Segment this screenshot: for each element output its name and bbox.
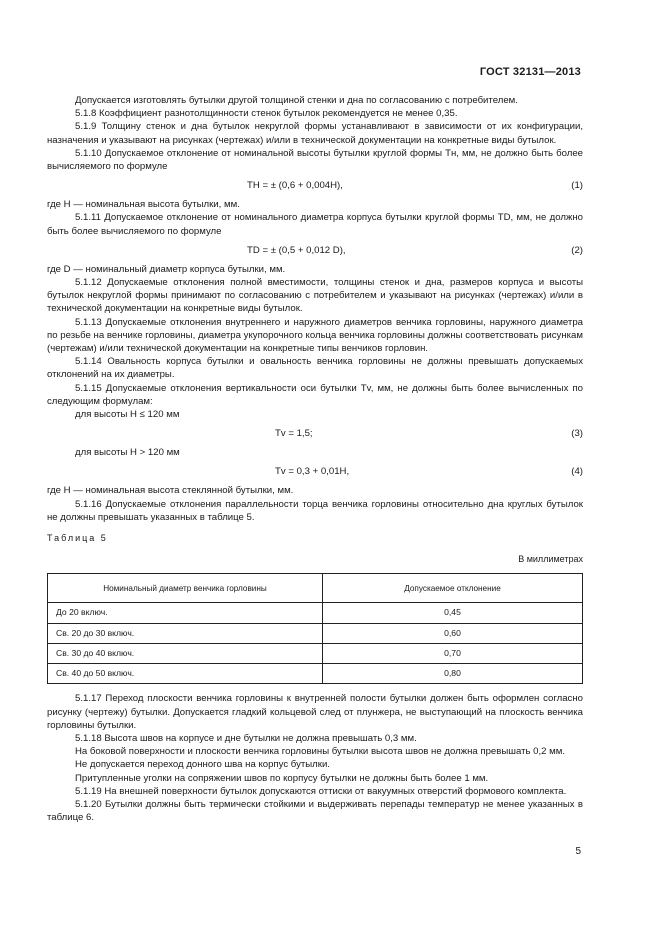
table-5-units: В миллиметрах (518, 554, 583, 565)
paragraph-5-1-18: 5.1.18 Высота швов на корпусе и дне бутылки не должна превышать 0,3 мм. (75, 732, 417, 744)
table-5 (47, 573, 583, 684)
formula-2 (47, 238, 583, 263)
formula-3-number: (3) (571, 428, 583, 440)
table-header-diameter: Номинальный диаметр венчика горловины (48, 574, 323, 603)
formula-1-expression: TH = ± (0,6 + 0,004H), (247, 180, 343, 192)
formula-3-expression: Tv = 1,5; (275, 428, 313, 440)
table-5-caption: Таблица 5 (47, 533, 108, 544)
formula-1-number: (1) (571, 180, 583, 192)
paragraph-corners: Притупленные уголки на сопряжении швов по корпусу бутылки не должны быть более 1 мм. (75, 772, 489, 784)
formula-1 (47, 173, 583, 198)
condition-height-le-120: для высоты H ≤ 120 мм (75, 409, 180, 421)
formula-4-number: (4) (571, 466, 583, 478)
where-clause-2: где D — номинальный диаметр корпуса бутылки, мм. (47, 263, 286, 275)
table-row (48, 623, 583, 643)
where-clause-3: где H — номинальная высота стеклянной бутылки, мм. (47, 485, 294, 497)
formula-2-number: (2) (571, 244, 583, 256)
formula-2-expression: TD = ± (0,5 + 0,012 D), (247, 244, 346, 256)
paragraph-5-1-14: 5.1.14 Овальность корпуса бутылки и овальность венчика горловины не должны превышать допускаемых отклонений на их диаметры. (47, 356, 583, 381)
paragraph-5-1-17: 5.1.17 Переход плоскости венчика горловины к внутренней полости бутылки должен быть оформлен согласно рисунку (чертежу) бутылки. Допускается гладкий кольцевой след от плунжера, не выступающий на плоскость венчика горловины бутылки. (47, 693, 583, 731)
page-number: 5 (575, 846, 581, 857)
page-body (47, 94, 583, 824)
table-cell-tolerance: 0,80 (323, 664, 583, 684)
formula-3 (47, 421, 583, 446)
paragraph-5-1-9: 5.1.9 Толщину стенок и дна бутылок некруглой формы устанавливают в зависимости от их конфигурации, назначения и указывают на рисунках (чертежах) и/или в технической документации на конкретные виды бутылок. (47, 121, 583, 146)
paragraph-5-1-15: 5.1.15 Допускаемые отклонения вертикальности оси бутылки Tv, мм, не должны быть более вычисленных по следующим формулам: (47, 382, 583, 407)
table-cell-tolerance: 0,45 (323, 603, 583, 623)
table-header-row (48, 574, 583, 603)
table-header-tolerance: Допускаемое отклонение (323, 574, 583, 603)
paragraph-5-1-19: 5.1.19 На внешней поверхности бутылок допускаются оттиски от вакуумных отверстий формового комплекта. (75, 785, 567, 797)
table-row (48, 643, 583, 663)
paragraph-5-1-8: 5.1.8 Коэффициент разнотолщинности стенок бутылок рекомендуется не менее 0,35. (75, 108, 458, 120)
paragraph-5-1-20: 5.1.20 Бутылки должны быть термически стойкими и выдерживать перепады температур не менее указанных в таблице 6. (47, 798, 583, 824)
table-cell-diameter: До 20 включ. (48, 603, 323, 623)
paragraph-5-1-16: 5.1.16 Допускаемые отклонения параллельности торца венчика горловины относительно дна круглых бутылок не должны превышать указанных в таблице 5. (47, 498, 583, 523)
table-row (48, 664, 583, 684)
where-clause-1: где H — номинальная высота бутылки, мм. (47, 199, 240, 211)
condition-height-gt-120: для высоты H > 120 мм (75, 447, 180, 459)
paragraph-5-1-12: 5.1.12 Допускаемые отклонения полной вместимости, толщины стенок и дна, размеров корпуса и высоты бутылок некруглой формы принимают по согласованию с потребителем и указывают на рисунках (чертежах) и/или в технической документации на конкретные виды бутылок. (47, 277, 583, 315)
paragraph-5-1-11: 5.1.11 Допускаемое отклонение от номинального диаметра корпуса бутылки круглой формы TD, мм, не должно быть более вычисляемого по формуле (47, 212, 583, 237)
table-row (48, 603, 583, 623)
formula-4 (47, 459, 583, 484)
paragraph-side-seams: На боковой поверхности и плоскости венчика горловины бутылки высота швов не должна превышать 0,2 мм. (75, 746, 565, 758)
table-cell-diameter: Св. 40 до 50 включ. (48, 664, 323, 684)
paragraph-5-1-10: 5.1.10 Допускаемое отклонение от номинальной высоты бутылки круглой формы Tн, мм, не должно быть более вычисляемого по формуле (47, 147, 583, 173)
paragraph-intro: Допускается изготовлять бутылки другой толщиной стенки и дна по согласованию с потребителем. (75, 95, 518, 106)
paragraph-5-1-13: 5.1.13 Допускаемые отклонения внутреннего и наружного диаметров венчика горловины, наружного диаметра по резьбе на венчике горловины, диаметра укупорочного кольца венчика горловины должны соответствовать рисункам (чертежам) и/или технической документации на конкретные типы венчиков горловин. (47, 316, 583, 355)
formula-4-expression: Tv = 0,3 + 0,01H, (275, 466, 350, 478)
paragraph-bottom-seam: Не допускается переход донного шва на корпус бутылки. (75, 759, 330, 771)
document-id: ГОСТ 32131—2013 (479, 66, 581, 78)
table-cell-diameter: Св. 20 до 30 включ. (48, 623, 323, 643)
table-cell-diameter: Св. 30 до 40 включ. (48, 643, 323, 663)
table-cell-tolerance: 0,60 (323, 623, 583, 643)
table-cell-tolerance: 0,70 (323, 643, 583, 663)
